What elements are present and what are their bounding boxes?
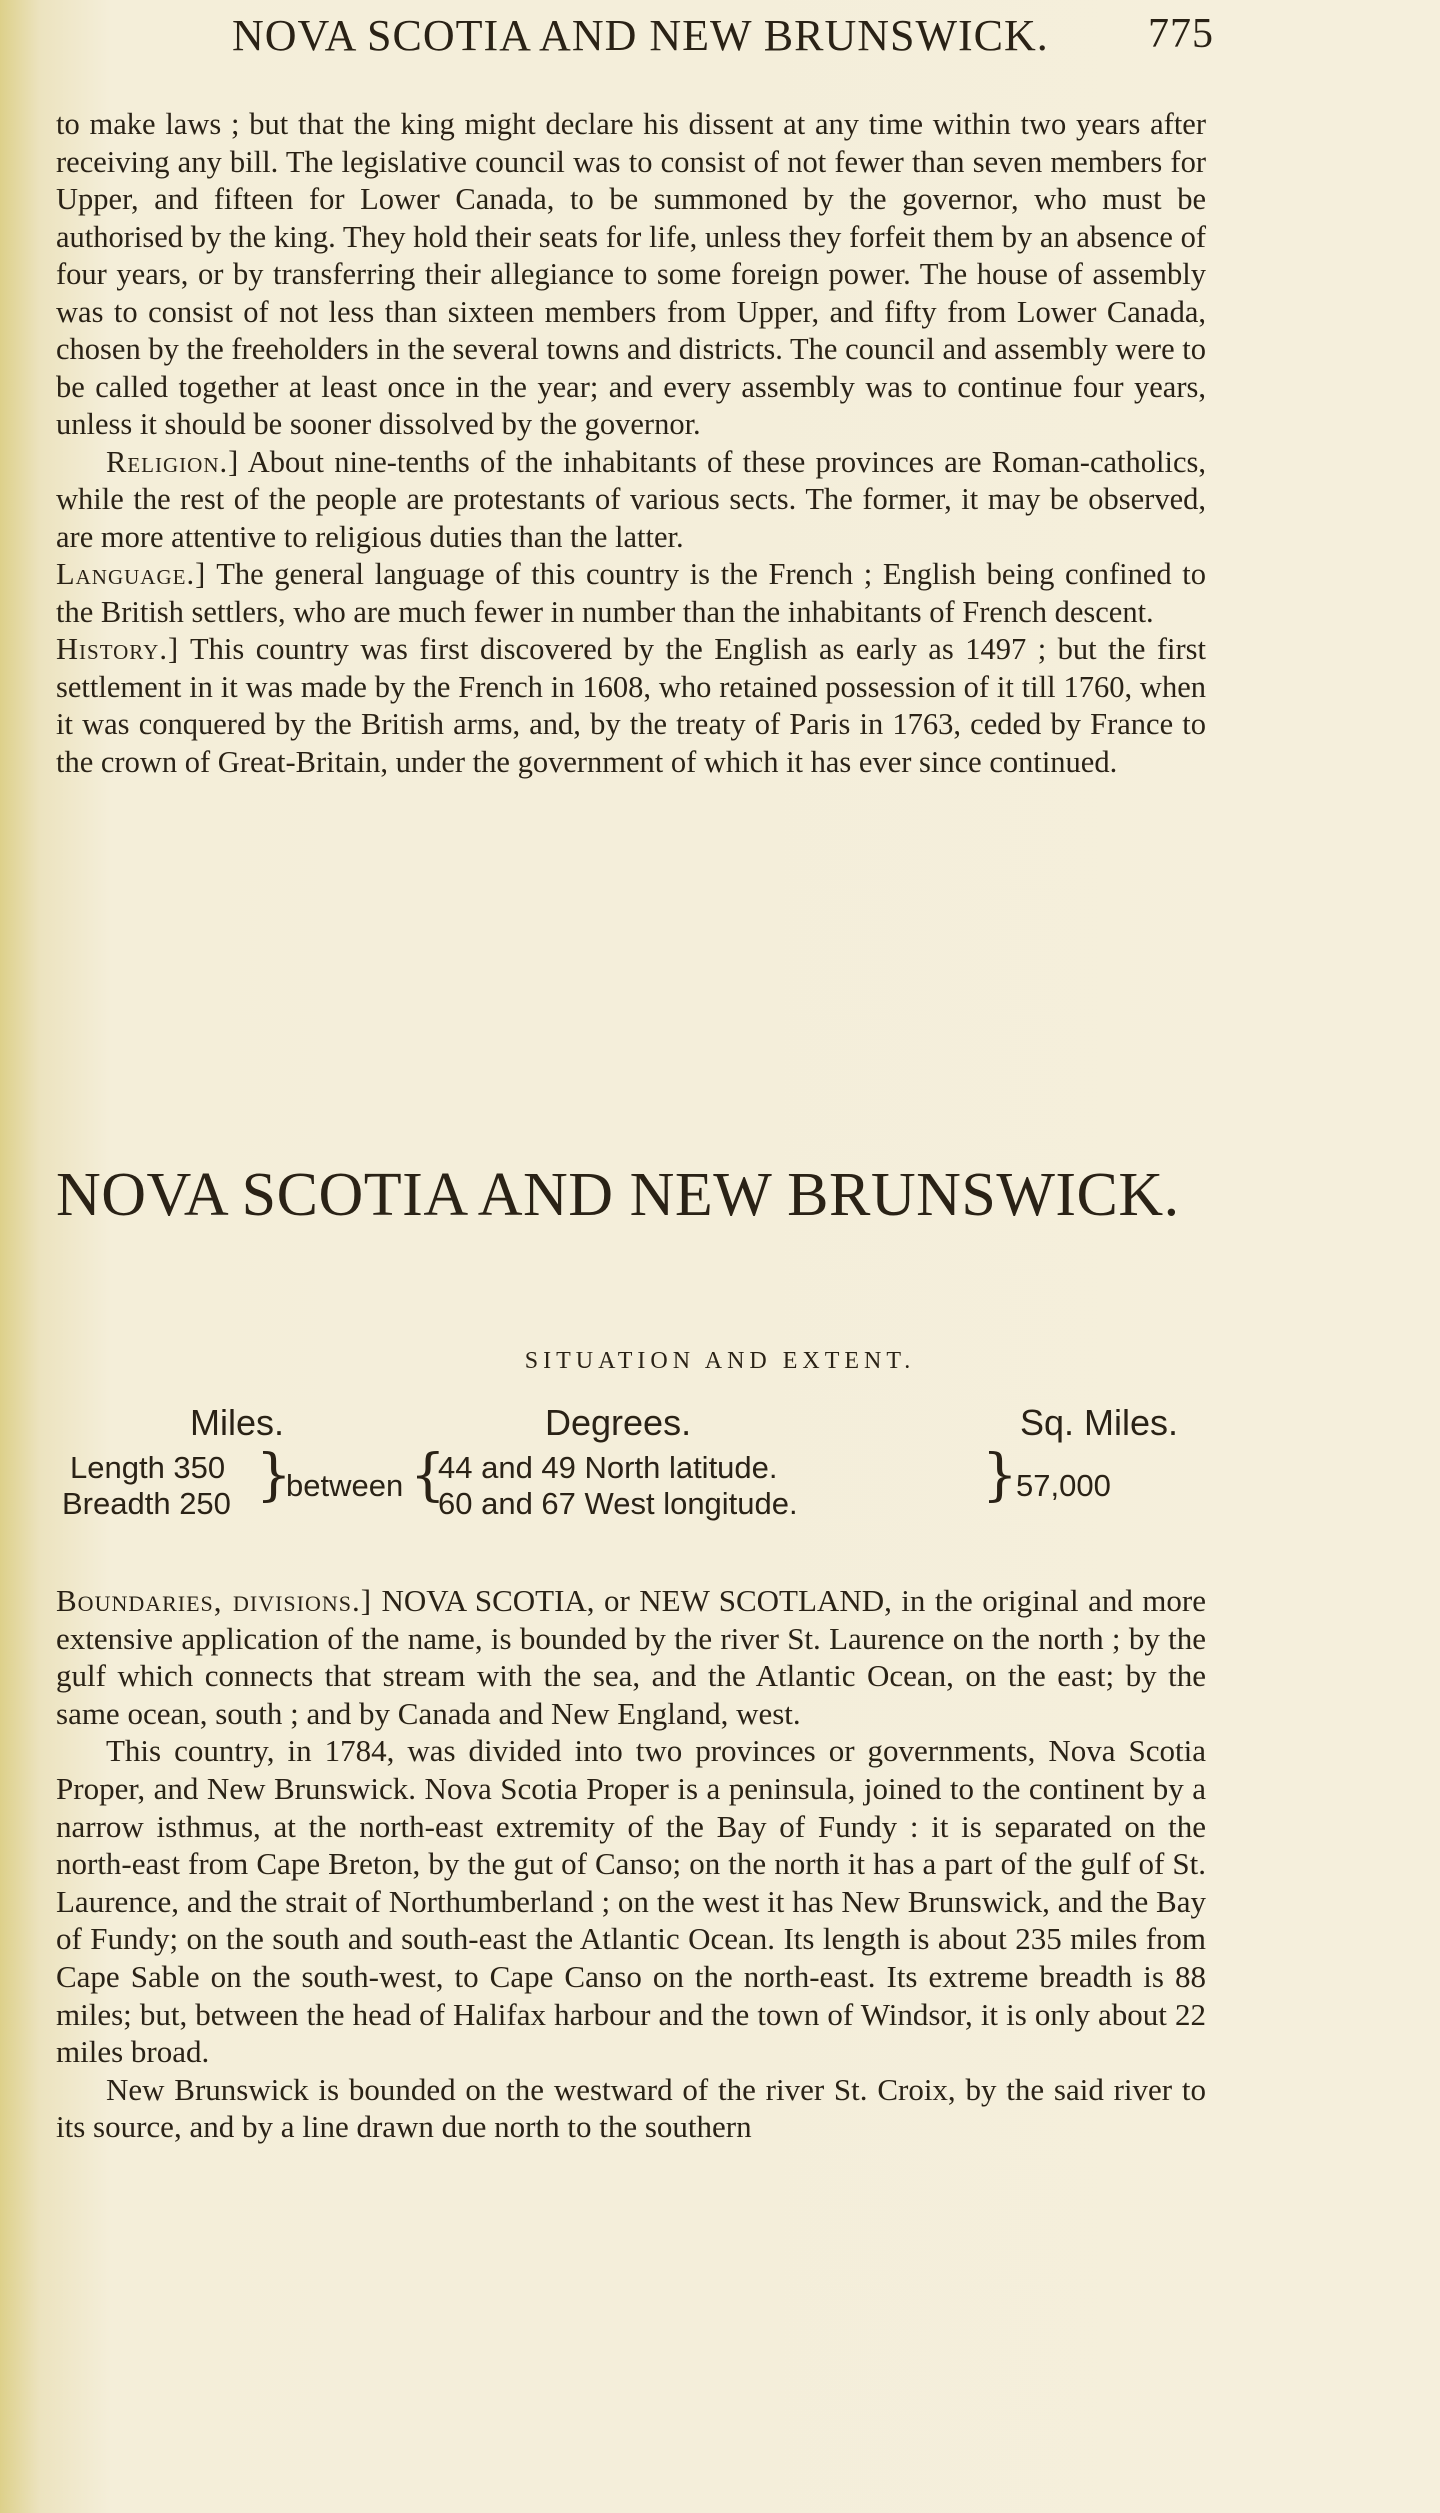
brace-middle: { [410,1443,446,1508]
latitude-range: 44 and 49 North latitude. [438,1450,778,1485]
length-value: Length 350 [70,1450,226,1485]
between-label: between [286,1468,404,1503]
paragraph [56,106,1206,444]
section-lead: Religion.] [106,444,240,479]
breadth-value: Breadth 250 [62,1486,231,1521]
paragraph-history [56,631,1206,781]
degrees-header: Degrees. [545,1402,692,1443]
paragraph [56,2071,1206,2146]
paragraph-text: to make laws ; but that the king might declare his dissent at any time within two years after receiving any bill. The legislative council was to consist of not fewer than seven members for Upper, and fifteen for Lower Canada, to be summoned by the governor, who must be authorised by the king. They hold their seats for life, unless they forfeit them by an absence of four years, or by transferring their allegiance to some foreign power. The house of assembly was to consist of not less than sixteen members from Upper, and fifty from Lower Canada, chosen by the freeholders in the several towns and districts. The council and assembly were to be called together at least once in the year; and every assembly was to continue four years, unless it should be sooner dissolved by the governor. [56,107,1206,441]
subheading: SITUATION AND EXTENT. [524,1348,916,1374]
miles-header: Miles. [190,1402,285,1443]
text-block-2 [56,1582,1206,2146]
sqmiles-header: Sq. Miles. [1020,1402,1179,1443]
section-lead: Boundaries, divisions.] [56,1583,373,1618]
longitude-range: 60 and 67 West longitude. [438,1486,798,1521]
main-heading: NOVA SCOTIA AND NEW BRUNSWICK. [56,1161,1180,1229]
paragraph-text: About nine-tenths of the inhabitants of these provinces are Roman-catholics, while the rest of the people are protestants of various sects. The former, it may be observed, are more attentive to religious duties than the latter. [56,444,1206,554]
paragraph-text: NOVA SCOTIA, or NEW SCOTLAND, in the original and more extensive application of the name, is bounded by the river St. Laurence on the north ; by the gulf which connects that stream with the sea, and the Atlantic Ocean, on the east; by the same ocean, south ; and by Canada and New England, west. [56,1583,1206,1731]
paragraph-text: The general language of this country is the French ; English being confined to the British settlers, who are much fewer in number than the inhabitants of French descent. [56,557,1206,629]
paragraph-language [56,556,1206,631]
section-lead: Language.] [56,557,207,591]
paragraph [56,1732,1206,2070]
extent-table [62,1402,1200,1542]
brace-right: } [982,1443,1018,1508]
area-value: 57,000 [1016,1468,1111,1503]
paragraph-religion [56,444,1206,557]
paragraph-text: This country was first discovered by the English as early as 1497 ; but the first settlement in it was made by the French in 1608, who retained possession of it till 1760, when it was conquered by the British arms, and, by the treaty of Paris in 1763, ceded by France to the crown of Great-Britain, under the government of which it has ever since continued. [56,632,1206,779]
running-head-title: NOVA SCOTIA AND NEW BRUNSWICK. [232,11,1049,60]
brace-left: } [256,1443,292,1508]
section-lead: History.] [56,632,180,666]
paragraph-boundaries [56,1582,1206,1732]
page-number: 775 [1148,11,1214,57]
paragraph-text: This country, in 1784, was divided into two provinces or governments, Nova Scotia Proper, and New Brunswick. Nova Scotia Proper is a peninsula, joined to the continent by a narrow isthmus, at the north-east extremity of the Bay of Fundy : it is separated on the north-east from Cape Breton, by the gut of Canso; on the north it has a part of the gulf of St. Laurence, and the strait of Northumberland ; on the west it has New Brunswick, and the Bay of Fundy; on the south and south-east the Atlantic Ocean. Its length is about 235 miles from Cape Sable on the south-west, to Cape Canso on the north-east. Its extreme breadth is 88 miles; but, between the head of Halifax harbour and the town of Windsor, it is only about 22 miles broad. [56,1733,1206,2070]
text-block-1 [56,106,1206,781]
running-head [232,10,1214,61]
paragraph-text: New Brunswick is bounded on the westward of the river St. Croix, by the said river to its source, and by a line drawn due north to the southern [56,2071,1206,2145]
